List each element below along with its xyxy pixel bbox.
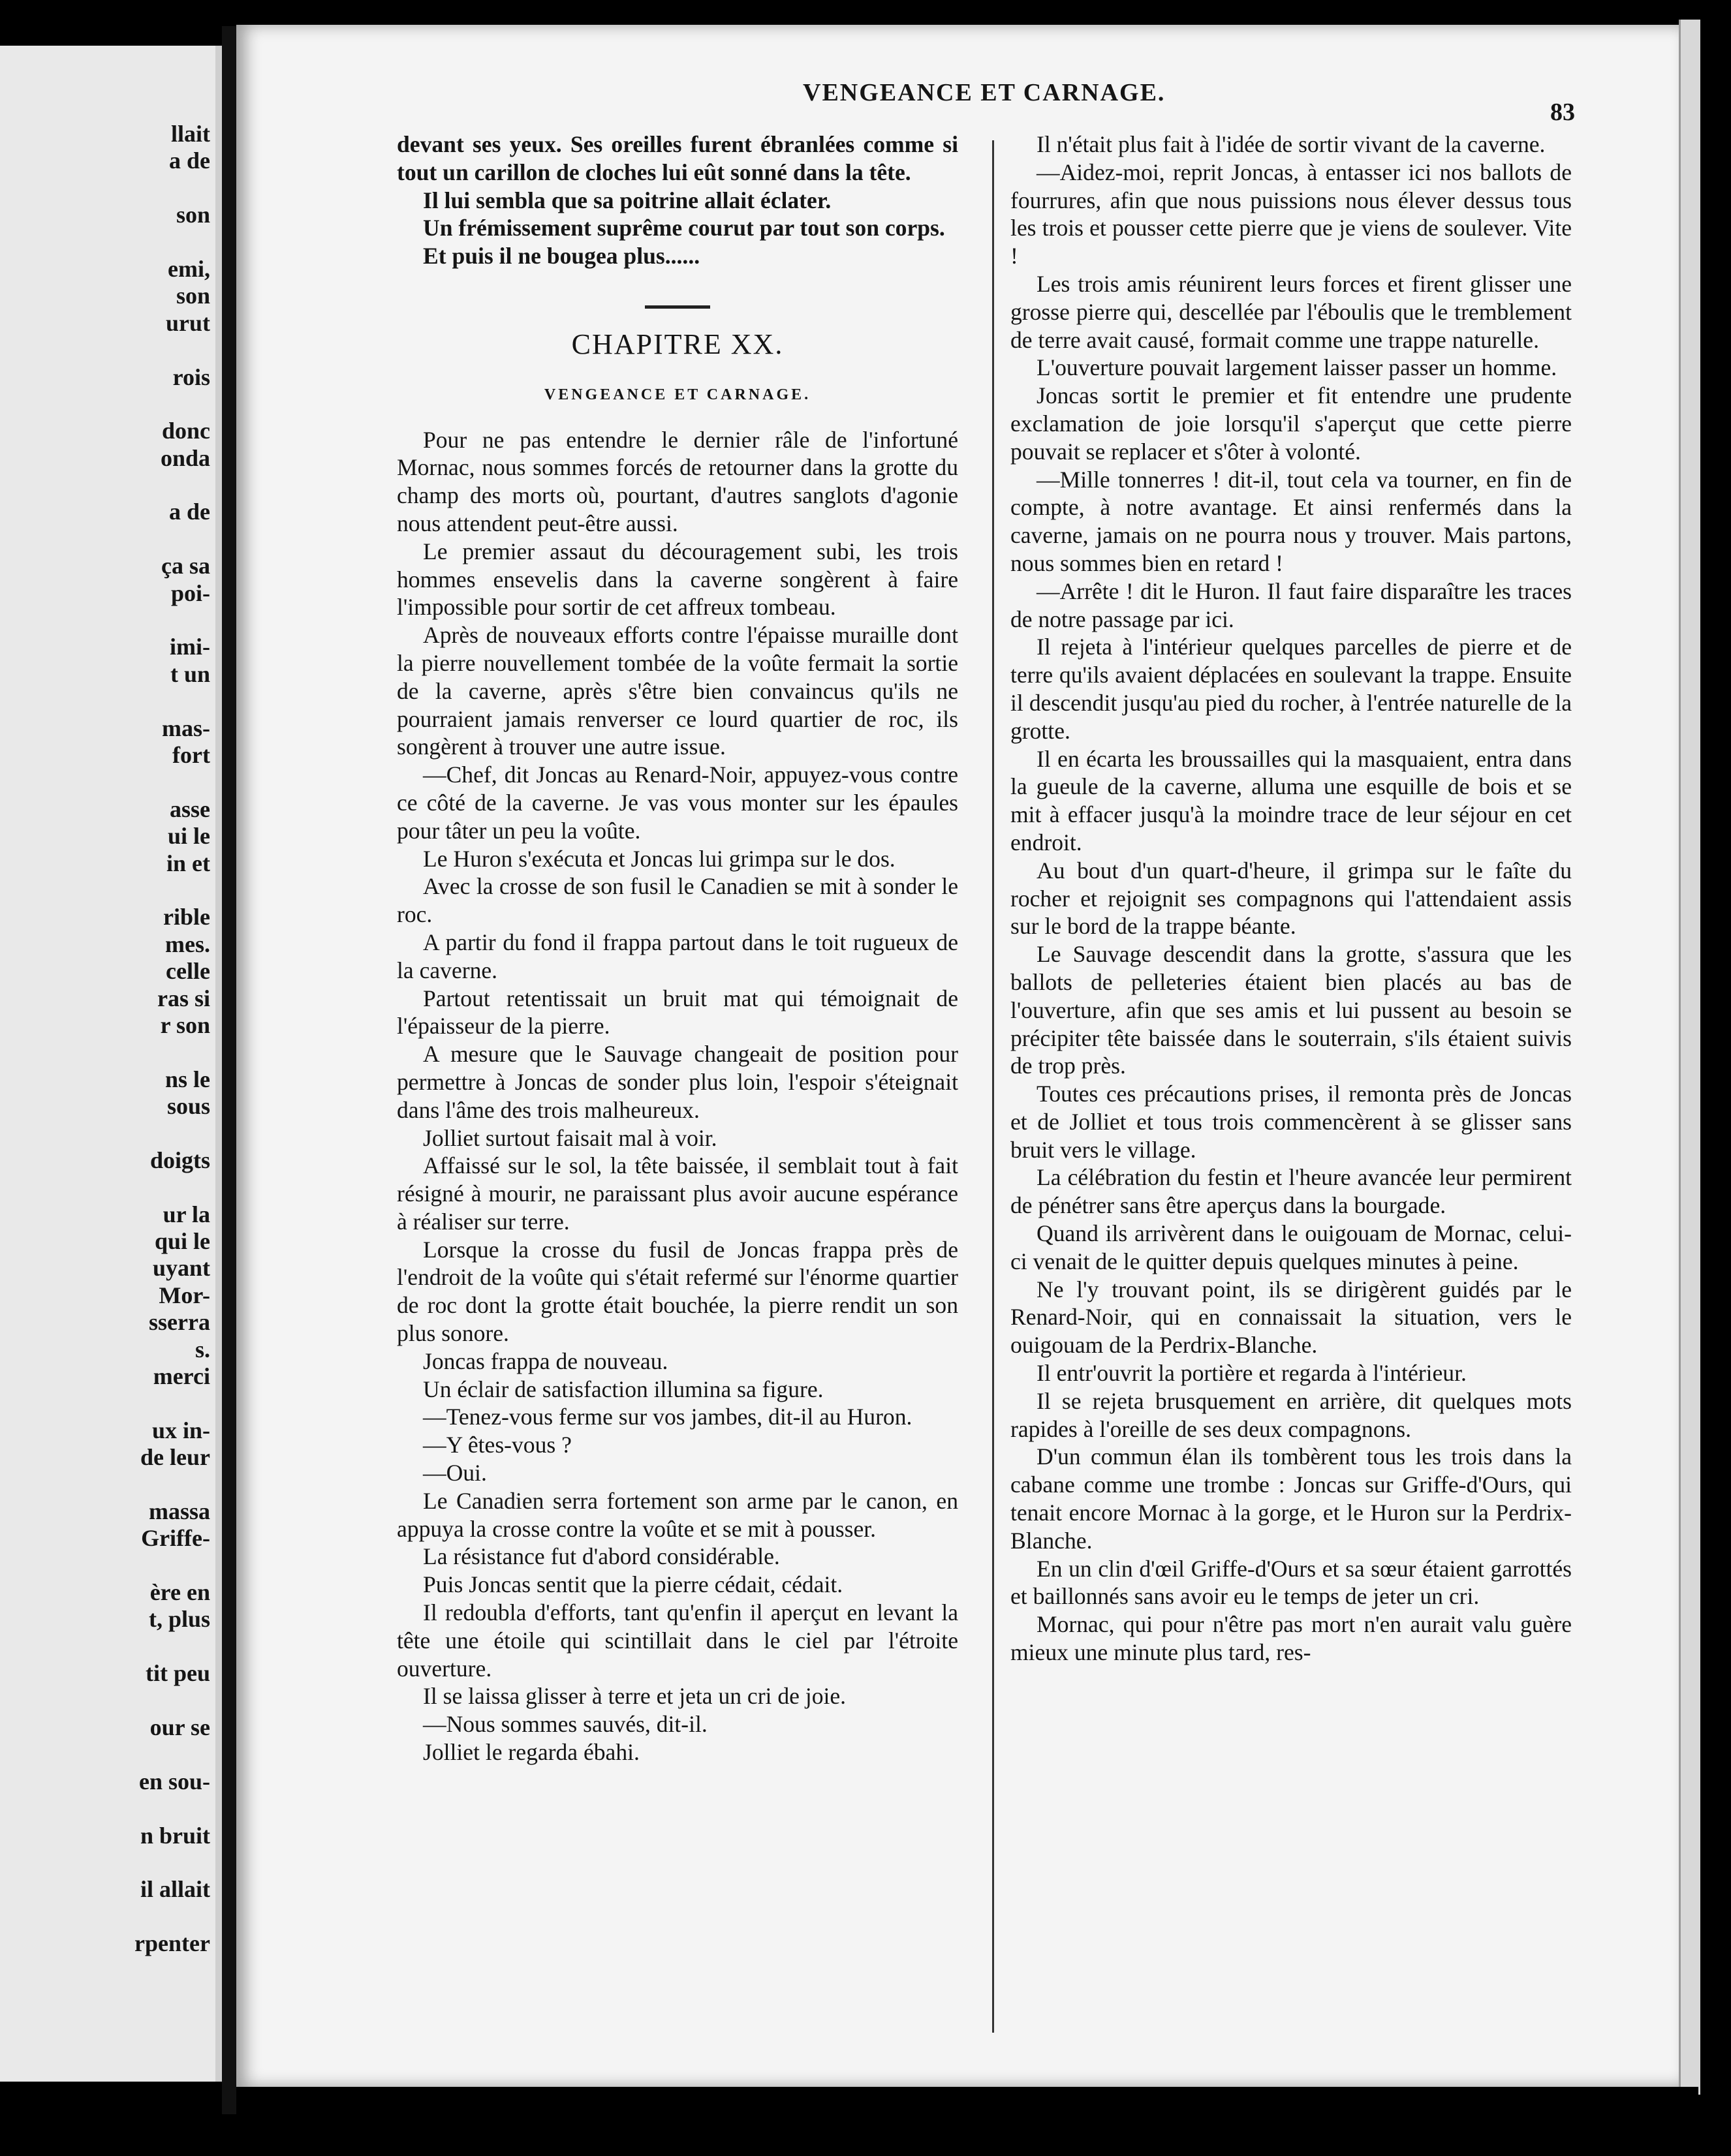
paragraph: devant ses yeux. Ses oreilles furent ébranlées comme si tout un carillon de cloches lui eût sonné dans la tête. bbox=[397, 131, 958, 185]
left-page-line: Griffe- bbox=[141, 1525, 210, 1552]
paragraph: —Chef, dit Joncas au Renard-Noir, appuyez-vous contre ce côté de la caverne. Je vas vous monter sur les épaules pour tâter un peu la voûte. bbox=[397, 762, 958, 844]
left-page-line: ur la bbox=[163, 1201, 210, 1227]
left-page-line: donc bbox=[161, 418, 210, 444]
left-page-line: il allait bbox=[140, 1876, 210, 1903]
left-page-line bbox=[80, 175, 210, 202]
paragraph: Après de nouveaux efforts contre l'épaisse muraille dont la pierre nouvellement tombée de la voûte fermait la sortie de la caverne, après s'être bien convaincus qu'ils ne pourraient jamais renverser ce lourd quartier de roc, ils songèrent à trouver une autre issue. bbox=[397, 622, 958, 760]
paragraph: Lorsque la crosse du fusil de Joncas frappa près de l'endroit de la voûte qui s'était refermé sur l'énorme quartier de roc dont la grotte était bouchée, la pierre rendit un son plus sonore. bbox=[397, 1236, 958, 1347]
left-page-text bbox=[80, 121, 210, 1958]
chapter-subtitle: VENGEANCE ET CARNAGE. bbox=[544, 386, 811, 403]
paragraph: Mornac, qui pour n'être pas mort n'en aurait valu guère mieux une minute plus tard, res- bbox=[1010, 1611, 1572, 1666]
paragraph: Toutes ces précautions prises, il remonta près de Joncas et de Jolliet et tous trois commencèrent à se glisser sans bruit vers le village. bbox=[1010, 1081, 1572, 1163]
left-page-line bbox=[80, 1471, 210, 1498]
paragraph: —Y êtes-vous ? bbox=[423, 1432, 572, 1458]
left-page-fragment bbox=[0, 46, 222, 2082]
page-number: 83 bbox=[1550, 99, 1575, 126]
left-page-line: fort bbox=[172, 741, 210, 768]
left-page-line: imi- bbox=[170, 634, 210, 660]
paragraph: A partir du fond il frappa partout dans le toit rugueux de la caverne. bbox=[397, 929, 958, 983]
paragraph: Quand ils arrivèrent dans le ouigouam de Mornac, celui-ci venait de le quitter depuis quelques minutes à peine. bbox=[1010, 1220, 1572, 1274]
left-page-line: ux in- bbox=[151, 1417, 210, 1443]
paragraph: L'ouverture pouvait largement laisser passer un homme. bbox=[1037, 354, 1557, 381]
left-page-line bbox=[80, 391, 210, 418]
left-page-line: urut bbox=[165, 309, 210, 336]
left-page-line bbox=[80, 1687, 210, 1714]
chapter-title: CHAPITRE XX. bbox=[571, 328, 784, 360]
page-edge bbox=[1679, 20, 1700, 2095]
paragraph: Puis Joncas sentit que la pierre cédait, cédait. bbox=[423, 1571, 843, 1598]
left-page-line: mes. bbox=[165, 931, 210, 957]
paragraph: La résistance fut d'abord considérable. bbox=[423, 1543, 780, 1570]
left-page-line bbox=[80, 1039, 210, 1066]
left-page-line: tit peu bbox=[146, 1660, 210, 1687]
paragraph: Un éclair de satisfaction illumina sa figure. bbox=[423, 1376, 824, 1402]
section-divider bbox=[645, 305, 710, 309]
left-page-line: ns le bbox=[164, 1066, 210, 1092]
left-page-line: rois bbox=[172, 363, 210, 390]
paragraph: Les trois amis réunirent leurs forces et firent glisser une grosse pierre qui, descellée par l'éboulis que le tremblement de terre avait causé, formait comme une trappe naturelle. bbox=[1010, 270, 1572, 353]
paragraph: La célébration du festin et l'heure avancée leur permirent de pénétrer sans être aperçus dans la bourgade. bbox=[1010, 1164, 1572, 1219]
left-page-line: emi, bbox=[168, 255, 210, 282]
left-page-line: uyant bbox=[152, 1255, 210, 1282]
left-page-line: en sou- bbox=[138, 1768, 210, 1794]
paragraph: D'un commun élan ils tombèrent tous les trois dans la cabane comme une trombe : Joncas sur Griffe-d'Ours, qui tenait encore Mornac à la gorge, et le Huron sur la Perdrix-Blanche. bbox=[1010, 1443, 1572, 1554]
paragraph: —Nous sommes sauvés, dit-il. bbox=[423, 1711, 708, 1738]
paragraph: Ne l'y trouvant point, ils se dirigèrent guidés par le Renard-Noir, qui en connaissait la situation, vers le ouigouam de la Perdrix-Blanche. bbox=[1010, 1276, 1572, 1359]
paragraph: Le Huron s'exécuta et Joncas lui grimpa sur le dos. bbox=[423, 845, 896, 872]
left-page-line: s. bbox=[195, 1336, 210, 1363]
paragraph: Il se rejeta brusquement en arrière, dit quelques mots rapides à l'oreille de ses deux compagnons. bbox=[1010, 1387, 1572, 1442]
left-page-line: rible bbox=[163, 904, 210, 931]
paragraph: Il rejeta à l'intérieur quelques parcelles de pierre et de terre qu'ils avaient déplacées en soulevant la trappe. Ensuite il descendit jusqu'au pied du rocher, à l'entrée naturelle de la grotte. bbox=[1010, 634, 1572, 744]
left-page-line: doigts bbox=[149, 1147, 210, 1173]
paragraph: Jolliet surtout faisait mal à voir. bbox=[423, 1124, 717, 1151]
left-page-line: a de bbox=[169, 499, 210, 525]
left-page-line: t, plus bbox=[148, 1606, 210, 1633]
paragraph: —Tenez-vous ferme sur vos jambes, dit-il au Huron. bbox=[423, 1404, 912, 1430]
left-page-line: a de bbox=[169, 147, 210, 174]
left-page-line bbox=[80, 1903, 210, 1930]
paragraph: Et puis il ne bougea plus...... bbox=[423, 243, 700, 270]
paragraph: Joncas sortit le premier et fit entendre une prudente exclamation de joie lorsqu'il s'aperçut que cette pierre pouvait se replacer et s'ôter à volonté. bbox=[1010, 382, 1572, 465]
left-page-line bbox=[80, 877, 210, 904]
paragraph: A mesure que le Sauvage changeait de position pour permettre à Joncas de sonder plus loin, l'espoir s'éteignait dans l'âme des trois malheureux. bbox=[397, 1041, 958, 1123]
paragraph: Pour ne pas entendre le dernier râle de l'infortuné Mornac, nous sommes forcés de retourner dans la grotte du champ des morts où, pourtant, d'autres sanglots d'agonie nous attendent peut-être aussi. bbox=[397, 426, 958, 536]
running-head: VENGEANCE ET CARNAGE. bbox=[803, 79, 1166, 106]
left-page-line: son bbox=[176, 202, 210, 228]
left-page-line: our se bbox=[149, 1714, 210, 1741]
right-column bbox=[1010, 131, 1572, 1667]
left-page-line bbox=[80, 607, 210, 634]
paragraph: —Oui. bbox=[423, 1460, 487, 1486]
paragraph: Avec la crosse de son fusil le Canadien se mit à sonder le roc. bbox=[397, 873, 958, 928]
left-page-line: sous bbox=[166, 1093, 210, 1120]
right-column-body bbox=[1010, 131, 1572, 1667]
left-page-line bbox=[80, 1849, 210, 1876]
chapter-end-text bbox=[397, 131, 958, 270]
paragraph: Jolliet le regarda ébahi. bbox=[423, 1739, 640, 1766]
left-column bbox=[397, 131, 958, 1766]
left-page-line: t un bbox=[170, 660, 210, 687]
paragraph: —Arrête ! dit le Huron. Il faut faire disparaître les traces de notre passage par ici. bbox=[1010, 578, 1572, 632]
left-page-line bbox=[80, 1174, 210, 1201]
left-page-line: celle bbox=[166, 958, 210, 985]
paragraph: Partout retentissait un bruit mat qui témoignait de l'épaisseur de la pierre. bbox=[397, 985, 958, 1040]
left-page-line bbox=[80, 1795, 210, 1822]
left-page-line: ui le bbox=[167, 823, 210, 850]
left-page-line: poi- bbox=[170, 579, 210, 606]
left-page-line: massa bbox=[148, 1498, 210, 1524]
left-page-line: rpenter bbox=[134, 1930, 210, 1957]
paragraph: En un clin d'œil Griffe-d'Ours et sa sœur étaient garrottés et baillonnés sans avoir eu le temps de jeter un cri. bbox=[1010, 1555, 1572, 1610]
column-separator bbox=[992, 140, 994, 2033]
left-page-line: r son bbox=[160, 1011, 210, 1038]
left-page-line: ça sa bbox=[161, 553, 210, 579]
left-page-line bbox=[80, 1552, 210, 1579]
left-page-line: ère en bbox=[149, 1579, 210, 1606]
left-page-line bbox=[80, 229, 210, 256]
paragraph: Il en écarta les broussailles qui la masquaient, entra dans la gueule de la caverne, alluma une esquille de bois et se mit à effacer jusqu'à la moindre trace de leur séjour en cet endroit. bbox=[1010, 745, 1572, 855]
paragraph: Au bout d'un quart-d'heure, il grimpa sur le faîte du rocher et rejoignit ses compagnons qui l'attendaient assis sur le bord de la trappe béante. bbox=[1010, 857, 1572, 940]
left-page-line bbox=[80, 472, 210, 499]
left-page-line: merci bbox=[153, 1363, 210, 1389]
left-page-line: onda bbox=[160, 444, 210, 471]
paragraph: Il se laissa glisser à terre et jeta un cri de joie. bbox=[423, 1683, 847, 1710]
left-page-line: qui le bbox=[154, 1228, 210, 1255]
left-page-line bbox=[80, 1120, 210, 1147]
left-page-line: sserra bbox=[149, 1309, 210, 1336]
paragraph: Affaissé sur le sol, la tête baissée, il semblait tout à fait résigné à mourir, ne paraissant plus avoir aucune espérance à réaliser sur terre. bbox=[397, 1152, 958, 1235]
book-gutter bbox=[222, 26, 236, 2114]
left-page-line: in et bbox=[166, 850, 210, 876]
paragraph: Il entr'ouvrit la portière et regarda à l'intérieur. bbox=[1037, 1360, 1467, 1387]
paragraph: Le premier assaut du découragement subi, les trois hommes ensevelis dans la caverne songèrent à faire l'impossible pour sortir de cet affreux tombeau. bbox=[397, 538, 958, 621]
paragraph: —Aidez-moi, reprit Joncas, à entasser ici nos ballots de fourrures, afin que nous puissions nous élever dessus tous les trois et pousser cette pierre que je viens de soulever. Vite ! bbox=[1010, 159, 1572, 270]
scan-bottom-border bbox=[236, 2087, 1698, 2156]
left-page-line bbox=[80, 1741, 210, 1768]
left-page-line: ras si bbox=[157, 985, 210, 1011]
left-page-line bbox=[80, 1633, 210, 1660]
left-page-line: Mor- bbox=[159, 1282, 210, 1308]
left-page-line: llait bbox=[171, 121, 210, 147]
left-page-line bbox=[80, 526, 210, 553]
paragraph: Le Canadien serra fortement son arme par le canon, en appuya la crosse contre la voûte et se mit à pousser. bbox=[397, 1487, 958, 1542]
left-page-line bbox=[80, 1390, 210, 1417]
left-page-line: son bbox=[176, 283, 210, 309]
paragraph: Il redoubla d'efforts, tant qu'enfin il aperçut en levant la tête une étoile qui scintillait dans le ciel par l'étroite ouverture. bbox=[397, 1599, 958, 1682]
left-page-line: mas- bbox=[162, 715, 210, 741]
left-page-line bbox=[80, 688, 210, 715]
paragraph: Joncas frappa de nouveau. bbox=[423, 1348, 668, 1374]
paragraph: Il n'était plus fait à l'idée de sortir vivant de la caverne. bbox=[1037, 131, 1546, 157]
left-page-line bbox=[80, 337, 210, 363]
paragraph: —Mille tonnerres ! dit-il, tout cela va tourner, en fin de compte, à notre avantage. Et ainsi renfermés dans la caverne, jamais on ne pourra nous y trouver. Mais partons, nous sommes bien en retard ! bbox=[1010, 466, 1572, 576]
paragraph: Un frémissement suprême courut par tout son corps. bbox=[423, 215, 945, 241]
paragraph: Le Sauvage descendit dans la grotte, s'assura que les ballots de pelleteries étaient bien placés au bas de l'ouverture, afin que ses amis et lui pussent au besoin se précipiter tête baissée dans le souterrain, s'ils étaient suivis de trop près. bbox=[1010, 941, 1572, 1079]
chapter-body bbox=[397, 426, 958, 1766]
left-page-line bbox=[80, 769, 210, 795]
paragraph: Il lui sembla que sa poitrine allait éclater. bbox=[423, 187, 832, 213]
left-page-line: asse bbox=[170, 795, 210, 822]
left-page-line: de leur bbox=[140, 1444, 210, 1471]
left-page-line: n bruit bbox=[140, 1822, 210, 1849]
